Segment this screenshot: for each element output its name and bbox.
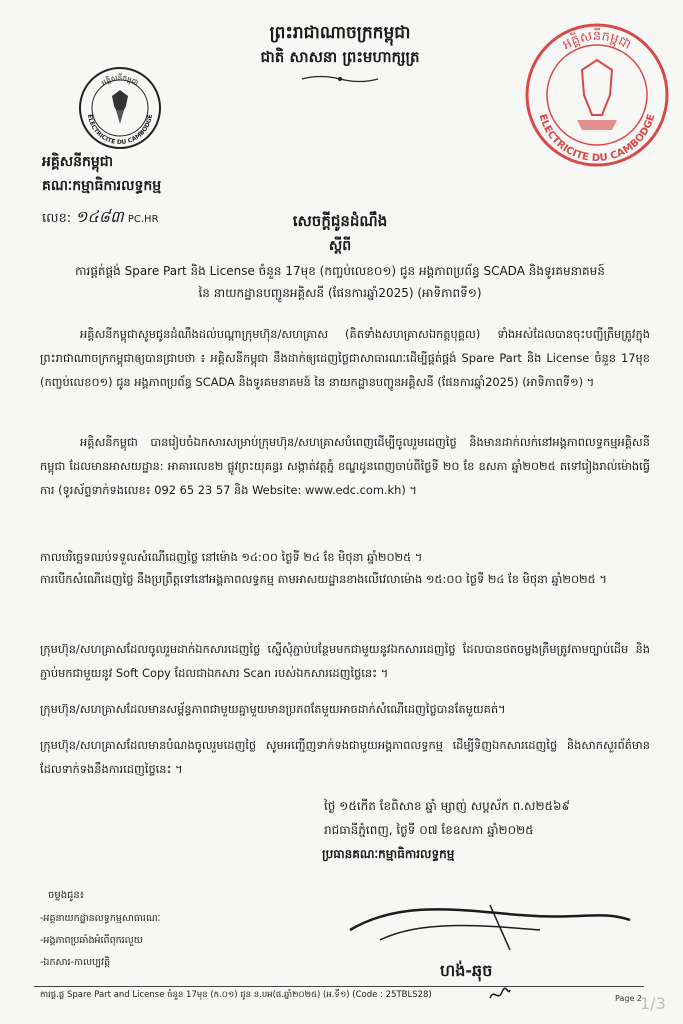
cc-item: -អគ្គនាយកដ្ឋានលទ្ធកម្មសាធារណៈ — [40, 913, 161, 924]
page-label: Page 2 — [615, 994, 642, 1003]
reference-suffix: PC.HR — [127, 214, 159, 225]
lunar-date: ថ្ងៃ ១៥កើត ខែពិសាខ ឆ្នាំ ម្សាញ់ សប្តស័ក ព.ស២៥៦៩ — [324, 799, 571, 813]
logo-latin-text: ELECTRICITE DU CAMBODGE — [86, 113, 154, 147]
org-name: អគ្គិសនីកម្ពុជា — [42, 154, 114, 170]
notice-title: សេចក្តីជូនដំណឹង — [292, 212, 388, 230]
paragraph-contact: ក្រុមហ៊ុន/សហគ្រាសដែលមានបំណងចូលរួមដេញថ្លៃ សូមអញ្ជើញទាក់ទងជាមួយអង្គភាពលទ្ធកម្ម ដើម្បីទិញឯកសារដេញថ្លៃ និងសាកសួរព័ត៌មាន ដែលទាក់ទងនឹងការដេញថ្លៃនេះ ។ — [40, 738, 650, 776]
svg-text:អគ្គិសនីកម្ពុជា — [100, 73, 140, 87]
paragraph-affiliation: ក្រុមហ៊ុន/សហគ្រាសដែលមានសម្ព័ន្ធភាពជាមួយគ្នាមួយមានប្រភពតែមួយអាចដាក់សំណើដេញថ្លៃបានតែមួយគត់។ — [40, 702, 506, 716]
reference-label: លេខ: — [42, 211, 72, 226]
ornament-divider-icon — [300, 74, 380, 84]
footer-divider — [34, 986, 644, 987]
signer-title: ប្រធានគណៈកម្មាធិការលទ្ធកម្ម — [322, 847, 455, 861]
paragraph-documents: អគ្គិសនីកម្ពុជា បានរៀបចំឯកសារសម្រាប់ក្រុមហ៊ុន/សហគ្រាសបំពេញដើម្បីចូលរួមដេញថ្លៃ និងមានដាក់លក់នៅអង្គភាពលទ្ធកម្មអគ្គិសនីកម្ពុជា ដែលមានអាសយដ្ឋាន: អាគារលេខ២ ផ្លូវព្រះយុគន្ធរ សង្កាត់វត្តភ្នំ ខណ្ឌដូនពេញចាប់ពីថ្ងៃទី ២០ ខែ ឧសភា ឆ្នាំ២០២៥ តទៅរៀងរាល់ម៉ោងធ្វើការ (ទូរស័ព្ទទាក់ទងលេខ៖ 092 65 23 57 និង Website: www.edc.com.kh) ។ — [40, 435, 650, 497]
reference-number — [42, 206, 159, 230]
paragraph-opening: ការបើកសំណើដេញថ្លៃ នឹងប្រព្រឹត្តទៅនៅអង្គភាពលទ្ធកម្ម តាមអាសយដ្ឋានខាងលើវេលាម៉ោង ១៥:០០ ថ្ងៃទី ២៤ ខែ មិថុនា ឆ្នាំ២០២៥ ។ — [40, 572, 607, 586]
official-seal — [522, 20, 672, 170]
signer-name: ហង់-ឆុច — [440, 961, 493, 980]
subject-line-2: នៃ នាយកដ្ឋានបញ្ជូនអគ្គិសនី (ផែនការឆ្នាំ2025) (អាទិភាពទី១) — [198, 286, 482, 300]
notice-subject — [40, 260, 640, 304]
handwritten-signature — [340, 890, 640, 970]
national-motto: ជាតិ សាសនា ព្រះមហាក្សត្រ — [260, 48, 420, 66]
edc-logo — [78, 66, 162, 150]
kingdom-heading: ព្រះរាជាណាចក្រកម្ពុជា — [269, 23, 411, 43]
page-counter: 1/3 — [640, 994, 666, 1013]
cc-item: -អង្គភាពប្រឆាំងអំពើពុករលួយ — [40, 935, 143, 946]
handwritten-initial — [488, 986, 512, 1004]
paragraph-copies: ក្រុមហ៊ុន/សហគ្រាសដែលចូលរួមដាក់ឯកសារដេញថ្លៃ ស្នើសុំភ្ជាប់បន្ថែមមកជាមួយនូវឯកសារដេញថ្លៃ ដែលបានថតចម្លងត្រឹមត្រូវតាមច្បាប់ដើម និងភ្ជាប់មកជាមួយនូវ Soft Copy ដែលជាឯកសារ Scan របស់ឯកសារដេញថ្លៃនេះ ។ — [40, 642, 650, 680]
seal-khmer-text: អគ្គិសនីកម្ពុជា — [560, 29, 634, 53]
reference-handwritten-number: ១៤៨៣ — [75, 207, 124, 226]
subject-line-1: ការផ្គត់ផ្គង់ Spare Part និង License ចំនួន 17មុខ (កញ្ចប់លេខ០១) ជូន អង្គភាពប្រព័ន្ធ SCADA និងទូរគមនាគមន៍ — [75, 264, 605, 278]
cc-item: -ឯកសារ-កាលប្បវត្តិ — [40, 957, 110, 968]
solar-date: រាជធានីភ្នំពេញ, ថ្ងៃទី ០៧ ខែឧសភា ឆ្នាំ២០២៥ — [324, 823, 534, 837]
seal-latin-text: ELECTRICITE DU CAMBODGE — [536, 112, 658, 165]
paragraph-deadline: កាលបរិច្ឆេទឈប់ទទួលសំណើដេញថ្លៃ នៅម៉ោង ១៤:០០ ថ្ងៃទី ២៤ ខែ មិថុនា ឆ្នាំ២០២៥ ។ — [40, 550, 423, 564]
notice-about: ស្តីពី — [328, 238, 352, 254]
logo-khmer-text: អគ្គិសនីកម្ពុជា — [100, 74, 140, 88]
footer-code: ការផ្គ.ផ្គ Spare Part and License ចំនួន 17មុខ (ក.០១) ជូន ន.បអ(ផ.ឆ្នាំ២០២៥) (អ.ទី១) (Code : 25TBLS28) — [40, 990, 432, 1000]
paragraph-intro: អគ្គិសនីកម្ពុជាសូមជូនដំណឹងដល់បណ្តាក្រុមហ៊ុន/សហគ្រាស (គិតទាំងសហគ្រាសឯកត្តបុគ្គល) ទាំងអស់ដែលបានចុះបញ្ជីត្រឹមត្រូវក្នុងព្រះរាជាណាចក្រកម្ពុជាឲ្យបានជ្រាបថា ៖ អគ្គិសនីកម្ពុជា នឹងដាក់ឲ្យដេញថ្លៃជាសាធារណៈដើម្បីផ្គត់ផ្គង់ Spare Part និង License ចំនួន 17មុខ (កញ្ចប់លេខ០១) ជូន អង្គភាពប្រព័ន្ធ SCADA និងទូរគមនាគមន៍ នៃ នាយកដ្ឋានបញ្ជូនអគ្គិសនី (ផែនការឆ្នាំ2025) (អាទិភាពទី១) ។ — [40, 327, 650, 389]
cc-label: ចម្លងជូន៖ — [48, 890, 85, 901]
procurement-committee: គណៈកម្មាធិការលទ្ធកម្ម — [42, 178, 162, 194]
